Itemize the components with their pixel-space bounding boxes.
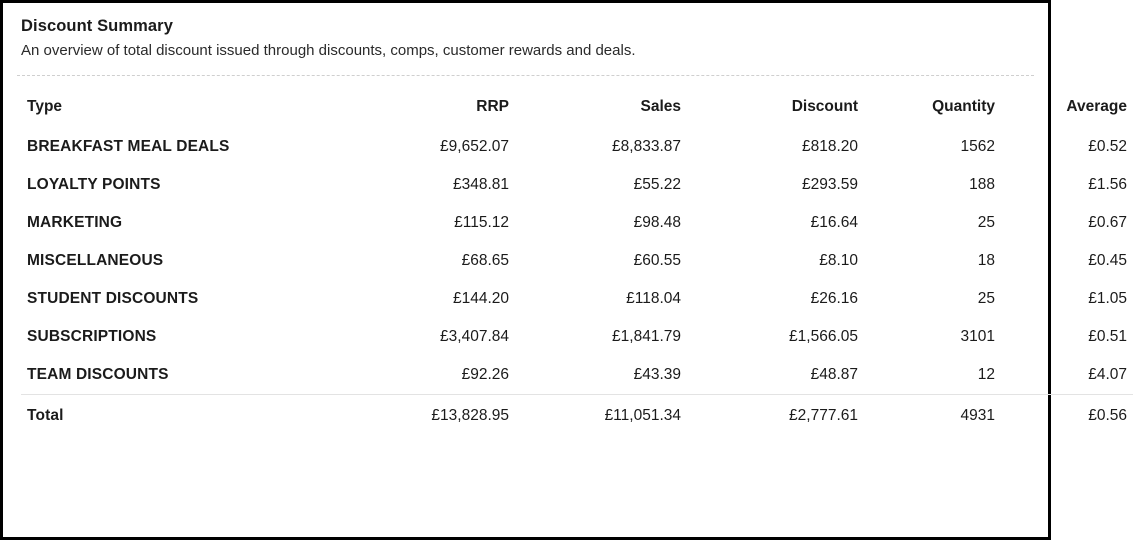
cell-type: BREAKFAST MEAL DEALS — [27, 138, 230, 155]
cell-type: MISCELLANEOUS — [27, 252, 164, 269]
cell-discount: £2,777.61 — [687, 395, 864, 436]
table-row — [21, 280, 1133, 318]
cell-average: £1.05 — [1088, 290, 1127, 307]
cell-average: £1.56 — [1088, 176, 1127, 193]
cell-sales: £118.04 — [626, 290, 681, 307]
cell-sales: £11,051.34 — [515, 395, 687, 436]
cell-sales: £60.55 — [633, 252, 681, 269]
table-row — [21, 318, 1133, 356]
cell-rrp: £348.81 — [452, 176, 509, 193]
cell-discount: £16.64 — [810, 214, 858, 231]
column-header-discount: Discount — [791, 98, 858, 115]
cell-discount: £818.20 — [801, 138, 858, 155]
column-header-type: Type — [27, 98, 63, 115]
cell-discount: £1,566.05 — [789, 328, 858, 345]
cell-quantity: 25 — [977, 214, 995, 231]
cell-type: SUBSCRIPTIONS — [27, 328, 157, 345]
cell-quantity: 4931 — [864, 395, 1001, 436]
cell-sales: £8,833.87 — [612, 138, 681, 155]
cell-rrp: £9,652.07 — [440, 138, 509, 155]
table-header — [21, 92, 1133, 128]
cell-quantity: 12 — [977, 366, 995, 383]
cell-discount: £8.10 — [819, 252, 858, 269]
table-header-row — [21, 92, 1133, 128]
table-row — [21, 166, 1133, 204]
cell-average: £0.67 — [1088, 214, 1127, 231]
page-title: Discount Summary — [21, 17, 173, 35]
cell-average: £0.56 — [1001, 395, 1133, 436]
cell-average: £0.52 — [1088, 138, 1127, 155]
cell-type: STUDENT DISCOUNTS — [27, 290, 199, 307]
table-row — [21, 204, 1133, 242]
cell-average: £0.45 — [1088, 252, 1127, 269]
cell-type: MARKETING — [27, 214, 123, 231]
table-row — [21, 356, 1133, 395]
table-row — [21, 128, 1133, 166]
cell-type: LOYALTY POINTS — [27, 176, 161, 193]
table-body — [21, 128, 1133, 435]
cell-rrp: £3,407.84 — [440, 328, 509, 345]
cell-quantity: 188 — [969, 176, 995, 193]
cell-discount: £48.87 — [810, 366, 858, 383]
cell-discount: £26.16 — [810, 290, 858, 307]
cell-average: £0.51 — [1088, 328, 1127, 345]
cell-sales: £1,841.79 — [612, 328, 681, 345]
cell-type: TEAM DISCOUNTS — [27, 366, 169, 383]
cell-quantity: 3101 — [960, 328, 995, 345]
cell-discount: £293.59 — [801, 176, 858, 193]
column-header-rrp: RRP — [476, 98, 509, 115]
cell-rrp: £68.65 — [461, 252, 509, 269]
cell-rrp: £144.20 — [452, 290, 509, 307]
cell-average: £4.07 — [1088, 366, 1127, 383]
cell-quantity: 18 — [977, 252, 995, 269]
column-header-average: Average — [1066, 98, 1127, 115]
cell-rrp: £115.12 — [454, 214, 509, 231]
cell-quantity: 25 — [977, 290, 995, 307]
cell-rrp: £13,828.95 — [333, 395, 515, 436]
header-divider — [17, 75, 1034, 76]
cell-sales: £98.48 — [633, 214, 681, 231]
table-row — [21, 242, 1133, 280]
cell-type: Total — [21, 395, 333, 436]
discount-summary-table — [21, 92, 1133, 435]
column-header-quantity: Quantity — [932, 98, 995, 115]
column-header-sales: Sales — [640, 98, 681, 115]
cell-quantity: 1562 — [960, 138, 995, 155]
table-total-row — [21, 395, 1133, 436]
page-subtitle: An overview of total discount issued through discounts, comps, customer rewards and deals. — [21, 42, 636, 59]
cell-sales: £55.22 — [633, 176, 681, 193]
cell-rrp: £92.26 — [461, 366, 509, 383]
cell-sales: £43.39 — [633, 366, 681, 383]
